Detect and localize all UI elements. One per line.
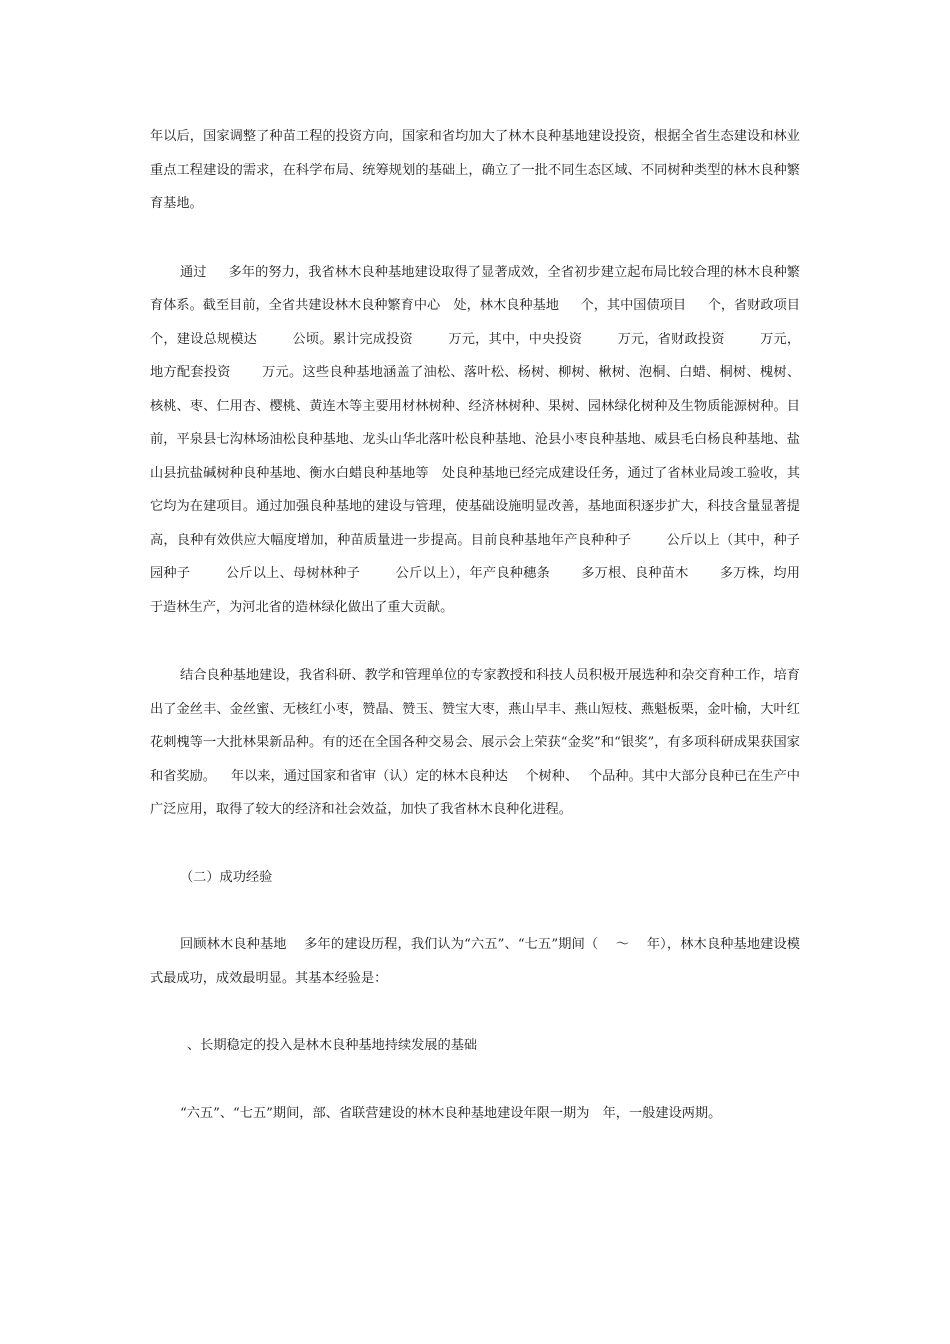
- paragraph-achievements: 通过 多年的努力，我省林木良种基地建设取得了显著成效，全省初步建立起布局比较合理的林木良种繁育体系。截至目前，全省共建设林木良种繁育中心 处，林木良种基地 个，其中国债项目 个，省财政项目 个，建设总规模达 公顷。累计完成投资 万元，其中，中央投资 万元，省财政投资 万元，地方配套投资 万元。这些良种基地涵盖了油松、落叶松、杨树、柳树、楸树、泡桐、白蜡、桐树、槐树、核桃、枣、仁用杏、樱桃、黄连木等主要用材林树种、经济林树种、果树、园林绿化树种及生物质能源树种。目前，平泉县七沟林场油松良种基地、龙头山华北落叶松良种基地、沧县小枣良种基地、威县毛白杨良种基地、盐山县抗盐碱树种良种基地、衡水白蜡良种基地等 处良种基地已经完成建设任务，通过了省林业局竣工验收，其它均为在建项目。通过加强良种基地的建设与管理，使基础设施明显改善，基地面积逐步扩大，科技含量显著提高，良种有效供应大幅度增加，种苗质量进一步提高。目前良种基地年产良种种子 公斤以上（其中，种子园种子 公斤以上、母树林种子 公斤以上），年产良种穗条 多万根、良种苗木 多万株，均用于造林生产，为河北省的造林绿化做出了重大贡献。: [150, 264, 818, 615]
- paragraph-construction-period: “六五”、“七五”期间，部、省联营建设的林木良种基地建设年限一期为 年，一般建设两期。: [180, 1105, 722, 1121]
- paragraph-review: 回顾林木良种基地 多年的建设历程，我们认为“六五”、“七五”期间（ ～ 年），林木良种基地建设模式最成功，成效最明显。其基本经验是：: [150, 937, 800, 986]
- section-heading-success-experience: （二）成功经验: [180, 869, 273, 885]
- document-page: [150, 120, 818, 1130]
- subheading-stable-investment: 、长期稳定的投入是林木良种基地持续发展的基础: [187, 1038, 478, 1053]
- paragraph-breeding-research: 结合良种基地建设，我省科研、教学和管理单位的专家教授和科技人员积极开展选种和杂交育种工作，培育出了金丝丰、金丝蜜、无核红小枣，赞晶、赞玉、赞宝大枣，燕山早丰、燕山短枝、燕魁板栗，金叶榆，大叶红花刺槐等一大批林果新品种。有的还在全国各种交易会、展示会上荣获“金奖”和“银奖”，有多项科研成果获国家和省奖励。 年以来，通过国家和省审（认）定的林木良种达 个树种、 个品种。其中大部分良种已在生产中广泛应用，取得了较大的经济和社会效益，加快了我省林木良种化进程。: [150, 668, 800, 817]
- paragraph-investment-direction: 年以后，国家调整了种苗工程的投资方向，国家和省均加大了林木良种基地建设投资，根据全省生态建设和林业重点工程建设的需求，在科学布局、统筹规划的基础上，确立了一批不同生态区域、不同树种类型的林木良种繁育基地。: [150, 129, 800, 211]
